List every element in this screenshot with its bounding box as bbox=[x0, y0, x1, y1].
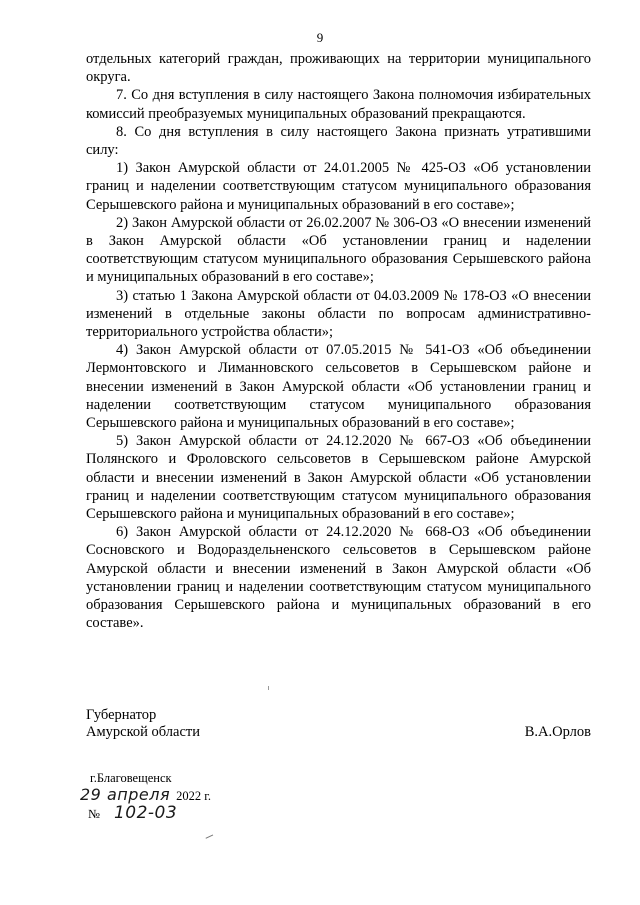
printed-year: 2022 г. bbox=[176, 789, 212, 803]
paragraph: 5) Закон Амурской области от 24.12.2020 № 667-ОЗ «Об объединении Полянского и Фроловского сельсоветов в Серышевском районе Амурской области и внесении изменений в Закон Амурской области «Об установлении границ и наделении соответствующим статусом муниципального образования Серышевского района и муниципальных образований в его составе»; bbox=[86, 433, 591, 523]
page-number: 9 bbox=[316, 30, 324, 45]
paragraph: 6) Закон Амурской области от 24.12.2020 № 668-ОЗ «Об объединении Сосновского и Водораздельненского сельсоветов в Серышевском районе Амурской области и внесении изменений в Закон Амурской области «Об установлении границ и наделении соответствующим статусом муниципального образования Серышевского района и муниципальных образований в его составе». bbox=[86, 524, 591, 632]
paragraph: 2) Закон Амурской области от 26.02.2007 № 306-ОЗ «О внесении изменений в Закон Амурской области «Об установлении границ и наделении соответствующим статусом муниципального образования Серышевского района и муниципальных образований в его составе»; bbox=[86, 214, 591, 286]
paragraph: 7. Со дня вступления в силу настоящего Закона полномочия избирательных комиссий преобразуемых муниципальных образований прекращаются. bbox=[86, 87, 591, 122]
paragraph: 3) статью 1 Закона Амурской области от 04.03.2009 № 178-ОЗ «О внесении изменений в отдельные законы области по вопросам административно-территориального устройства области»; bbox=[86, 287, 591, 341]
pen-mark bbox=[206, 834, 215, 841]
signature-block bbox=[86, 707, 591, 741]
date-line bbox=[80, 785, 211, 804]
place-of-signing: г.Благовещенск bbox=[90, 771, 172, 785]
law-number-line bbox=[88, 803, 177, 823]
signatory-title-line2: Амурской области bbox=[86, 724, 200, 740]
law-body-text bbox=[86, 50, 591, 633]
number-sign: № bbox=[88, 807, 100, 821]
signatory-name: В.А.Орлов bbox=[524, 724, 591, 740]
paragraph: 8. Со дня вступления в силу настоящего Закона признать утратившими силу: bbox=[86, 123, 591, 159]
signatory-title-line1: Губернатор bbox=[86, 707, 157, 723]
handwritten-date: 29 апреля bbox=[80, 785, 171, 804]
paragraph: 4) Закон Амурской области от 07.05.2015 № 541-ОЗ «Об объединении Лермонтовского и Лиманновского сельсоветов в Серышевском районе и внесении изменений в Закон Амурской области «Об установлении границ и наделении соответствующим статусом муниципального образования Серышевского района и муниципальных образований в его составе»; bbox=[86, 342, 591, 432]
paragraph: 1) Закон Амурской области от 24.01.2005 № 425-ОЗ «Об установлении границ и наделении соответствующим статусом муниципального образования Серышевского района и муниципальных образований в его составе»; bbox=[86, 160, 591, 213]
handwritten-law-number: 102-03 bbox=[113, 803, 178, 823]
paragraph: отдельных категорий граждан, проживающих на территории муниципального округа. bbox=[86, 51, 591, 86]
fold-mark bbox=[268, 686, 269, 690]
